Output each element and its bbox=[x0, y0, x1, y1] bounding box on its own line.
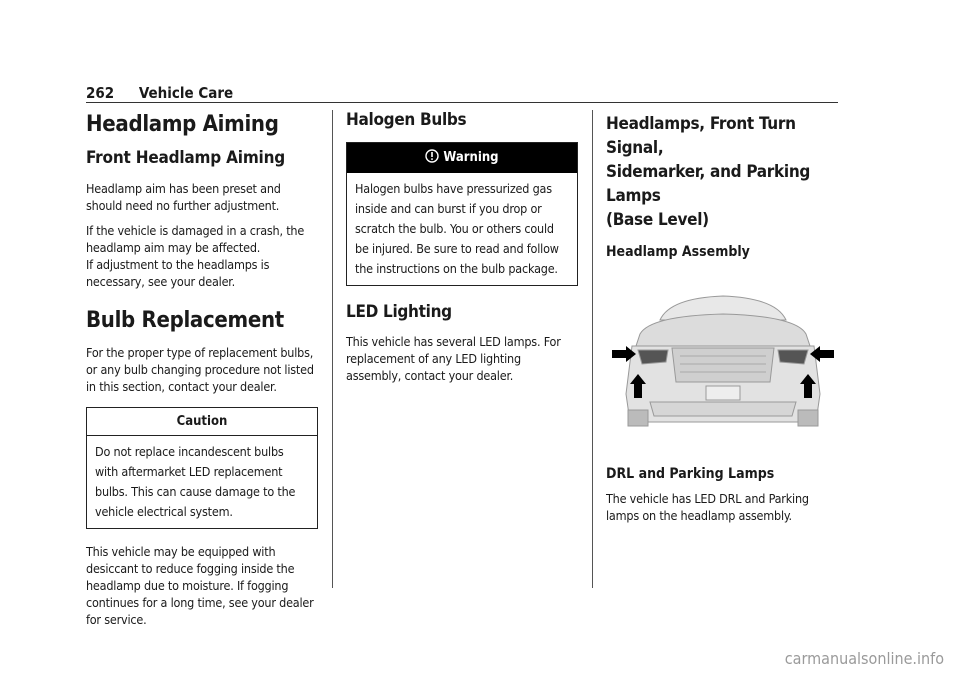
page-number: 262 bbox=[86, 84, 115, 102]
vehicle-front-illustration bbox=[610, 284, 836, 434]
heading-line: Sidemarker, and Parking Lamps bbox=[606, 162, 811, 206]
headlamp-assembly-figure bbox=[610, 284, 840, 438]
column-divider-2 bbox=[592, 110, 593, 588]
watermark: carmanualsonline.info bbox=[784, 649, 944, 668]
warning-icon bbox=[425, 149, 439, 167]
paragraph: Headlamp aim has been preset and should need no further adjustment. bbox=[86, 180, 281, 213]
column-3 bbox=[606, 112, 840, 532]
paragraph: If the vehicle is damaged in a crash, the headlamp aim may be affected. bbox=[86, 222, 305, 255]
header-rule bbox=[86, 102, 838, 103]
heading-line: (Base Level) bbox=[606, 210, 709, 230]
warning-text: Halogen bulbs have pressurized gas inside and can burst if you drop or scratch the bulb. You or others could be injured. Be sure to read and follow the instructions on the bulb package. bbox=[355, 181, 559, 277]
page-header bbox=[86, 84, 233, 102]
paragraph: The vehicle has LED DRL and Parking lamps on the headlamp assembly. bbox=[606, 491, 809, 523]
paragraph: This vehicle has several LED lamps. For replacement of any LED lighting assembly, contact your dealer. bbox=[346, 333, 561, 383]
warning-title: Warning bbox=[443, 150, 499, 166]
heading-headlamp-aiming: Headlamp Aiming bbox=[86, 112, 279, 137]
warning-header bbox=[347, 143, 577, 173]
paragraph: For the proper type of replacement bulbs, or any bulb changing procedure not listed in this section, contact your dealer. bbox=[86, 345, 314, 395]
caution-box bbox=[86, 407, 318, 529]
heading-halogen-bulbs: Halogen Bulbs bbox=[346, 110, 467, 130]
column-2 bbox=[346, 110, 578, 392]
caution-text: Do not replace incandescent bulbs with aftermarket LED replacement bulbs. This can cause damage to the vehicle electrical system. bbox=[95, 444, 296, 520]
heading-bulb-replacement: Bulb Replacement bbox=[86, 307, 284, 333]
paragraph: If adjustment to the headlamps is necessary, see your dealer. bbox=[86, 256, 270, 289]
caution-title: Caution bbox=[87, 408, 317, 436]
heading-headlamp-assembly: Headlamp Assembly bbox=[606, 244, 750, 260]
paragraph: This vehicle may be equipped with desiccant to reduce fogging inside the headlamp due to moisture. If fogging continues for a long time, see your dealer for service. bbox=[86, 544, 314, 628]
section-title: Vehicle Care bbox=[138, 84, 234, 102]
heading-front-headlamp-aiming: Front Headlamp Aiming bbox=[86, 148, 286, 169]
heading-line: Headlamps, Front Turn Signal, bbox=[606, 114, 796, 158]
heading-led-lighting: LED Lighting bbox=[346, 302, 452, 323]
heading-headlamps-base-level bbox=[606, 112, 840, 232]
warning-box bbox=[346, 142, 578, 286]
column-1 bbox=[86, 112, 318, 636]
heading-drl-parking-lamps: DRL and Parking Lamps bbox=[606, 466, 775, 482]
column-divider-1 bbox=[332, 110, 333, 588]
